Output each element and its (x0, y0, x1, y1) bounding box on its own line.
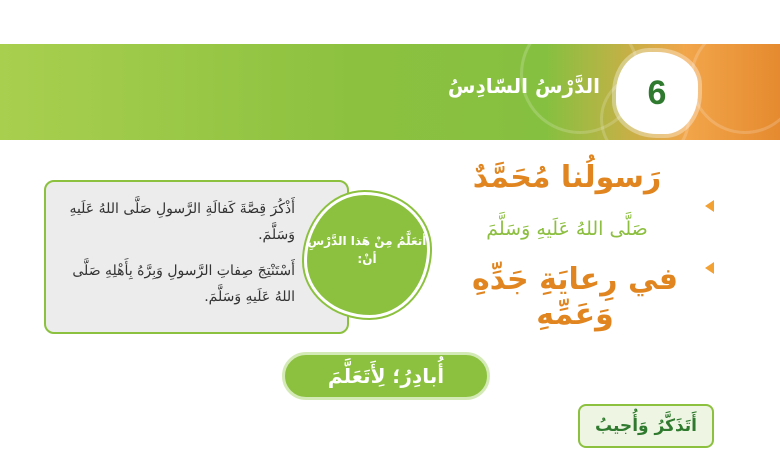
learning-objectives-badge (304, 192, 430, 318)
lesson-number-badge (616, 52, 698, 134)
lesson-number: 6 (647, 73, 667, 112)
lesson-title-line1: رَسولُنا مُحَمَّدٌ (472, 160, 662, 195)
badge-text: أتعَلَّمُ مِنْ هَذا الدَّرْسِ أنْ: (307, 234, 427, 266)
lesson-banner (0, 44, 780, 140)
objective-item: أَذْكُرَ قِصَّةَ كَفالَةِ الرَّسولِ صَلَّى اللهُ عَلَيهِ وَسَلَّمَ. (69, 201, 295, 243)
lesson-label: الدَّرْسُ السّادِسُ (447, 74, 600, 98)
banner-ornament (690, 44, 780, 134)
subheading-label: أَتَذَكَّرُ وَأُجيبُ (595, 416, 697, 436)
section-pill-label: أُبادِرُ؛ لِأَتَعَلَّمَ (327, 364, 445, 388)
bullet-arrow-icon (705, 200, 714, 212)
bullet-arrow-icon (705, 262, 714, 274)
objective-item: أَسْتَنْتِجَ صِفاتِ الرَّسولِ وَبِرَّهُ بِأَهْلِهِ صَلَّى اللهُ عَلَيهِ وَسَلَّمَ. (72, 263, 295, 305)
lesson-title-line3: في رِعايَةِ جَدِّهِ وَعَمِّهِ (471, 262, 679, 332)
lesson-title-line2: صَلَّى اللهُ عَلَيهِ وَسَلَّمَ (486, 218, 648, 240)
section-pill (282, 352, 490, 400)
subheading-box (578, 404, 714, 448)
